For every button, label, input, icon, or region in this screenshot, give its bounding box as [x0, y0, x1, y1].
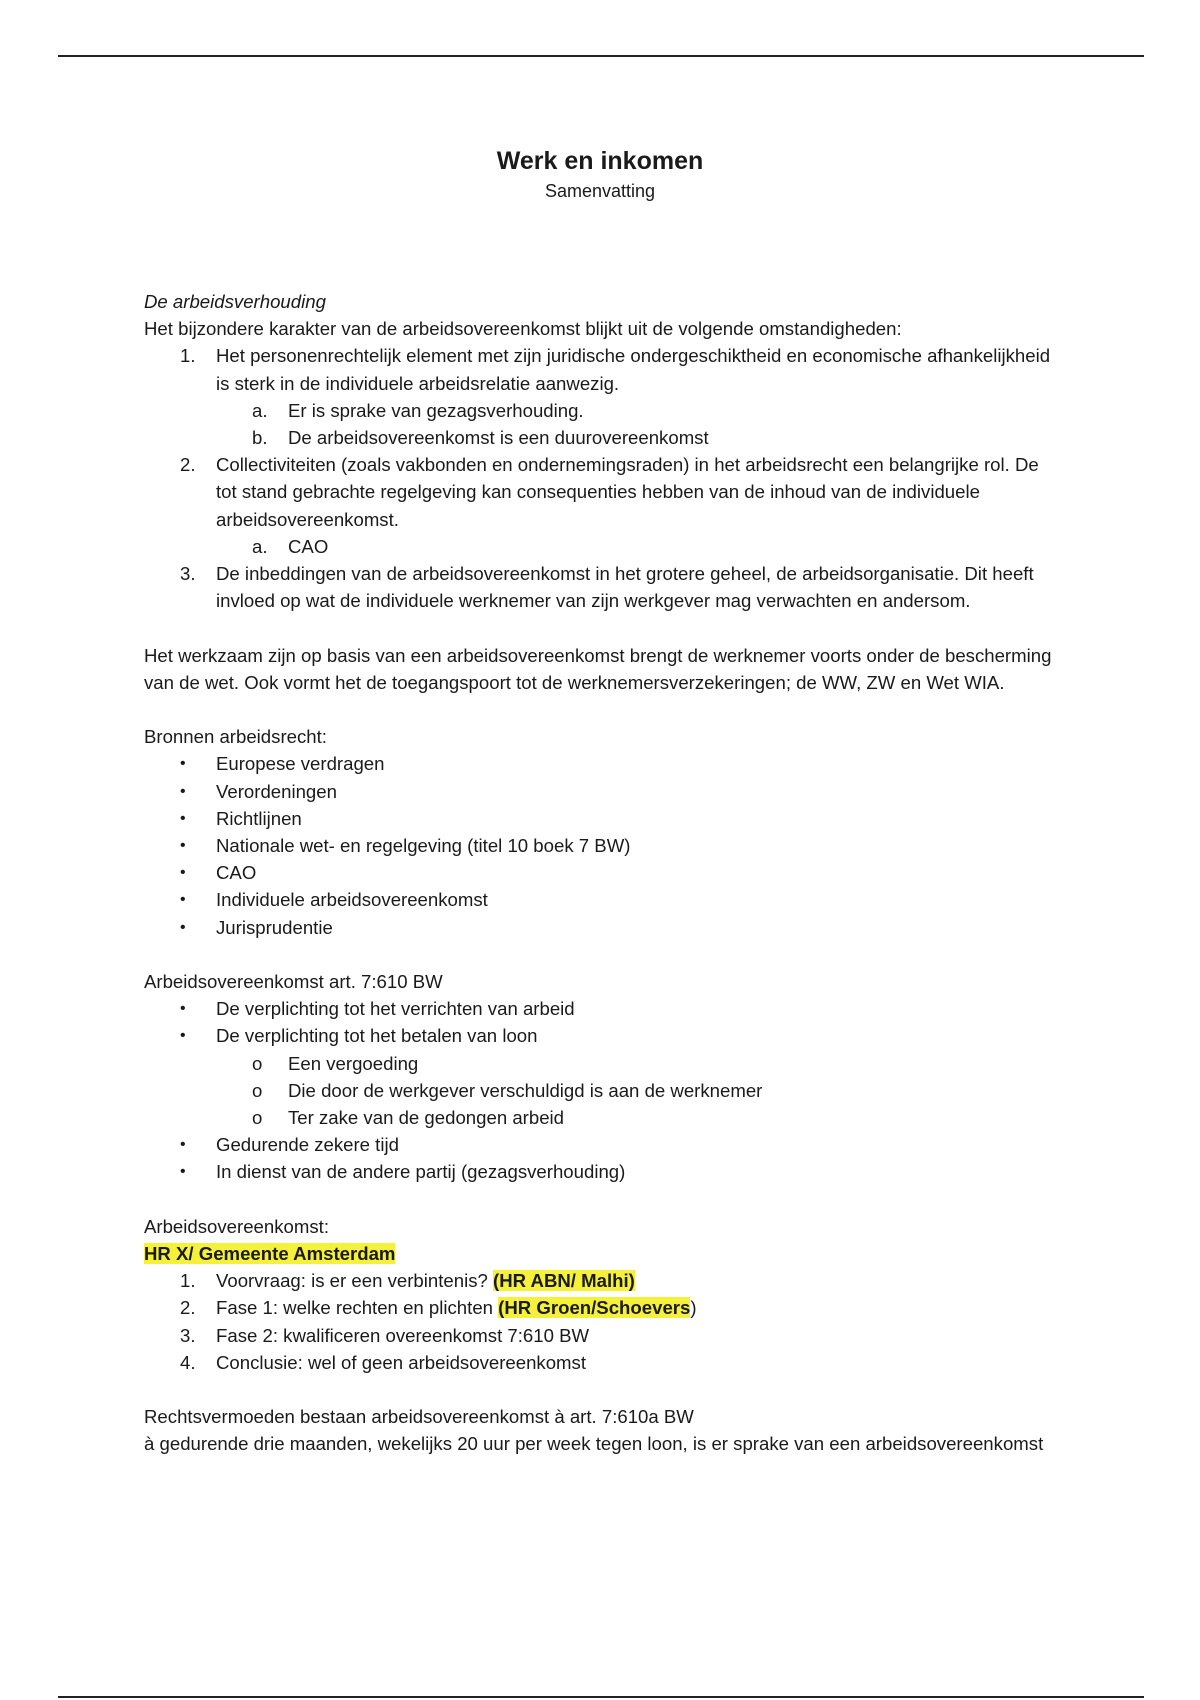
bullet-icon: •	[180, 755, 186, 773]
sub-list-item-text: CAO	[288, 535, 329, 557]
sub-list-letter: b.	[252, 427, 268, 449]
list-item	[144, 560, 1064, 614]
bullet-icon: •	[180, 1000, 186, 1018]
list-number: 1.	[180, 345, 196, 367]
sub-list-letter: a.	[252, 535, 268, 557]
list-item	[144, 1349, 1064, 1376]
circle-bullet-icon: o	[252, 1079, 263, 1101]
bullet-item-text: CAO	[216, 862, 257, 884]
sub-bullet-item-text: Die door de werkgever verschuldigd is aan de werknemer	[288, 1079, 763, 1101]
bullet-item-text: De verplichting tot het verrichten van arbeid	[216, 998, 575, 1020]
closing-paren: )	[690, 1297, 697, 1319]
list-number: 3.	[180, 1324, 196, 1346]
bullet-item-text: Jurisprudentie	[216, 916, 333, 938]
bullet-icon: •	[180, 1027, 186, 1045]
bullet-item-text: Gedurende zekere tijd	[216, 1134, 399, 1156]
list-item	[144, 1322, 1064, 1349]
bullet-icon: •	[180, 864, 186, 882]
bullet-item-text: Verordeningen	[216, 780, 337, 802]
bullet-icon: •	[180, 782, 186, 800]
ao-heading: Arbeidsovereenkomst:	[144, 1215, 329, 1237]
list-number: 2.	[180, 1297, 196, 1319]
bullet-item-text: Individuele arbeidsovereenkomst	[216, 889, 488, 911]
bullet-icon: •	[180, 809, 186, 827]
list-number: 4.	[180, 1351, 196, 1373]
sub-bullet-item	[144, 1050, 1064, 1077]
bullet-item	[144, 832, 1064, 859]
bullet-icon: •	[180, 891, 186, 909]
bullet-item-text: Nationale wet- en regelgeving (titel 10 boek 7 BW)	[216, 835, 631, 857]
list-item-text: Fase 1: welke rechten en plichten	[216, 1297, 499, 1319]
sub-list-item-text: Er is sprake van gezagsverhouding.	[288, 399, 584, 421]
bullet-item-text: In dienst van de andere partij (gezagsverhouding)	[216, 1161, 626, 1183]
sub-list-letter: a.	[252, 399, 268, 421]
circle-bullet-icon: o	[252, 1052, 263, 1074]
top-rule	[58, 55, 1144, 57]
bullet-item-text: De verplichting tot het betalen van loon	[216, 1025, 538, 1047]
paragraph-werkzaam: Het werkzaam zijn op basis van een arbeidsovereenkomst brengt de werknemer voorts onder de bescherming van de wet. Ook vormt het de toegangspoort tot de werknemersverzekeringen; de WW, ZW en Wet WIA.	[144, 644, 1052, 693]
sub-bullet-item-text: Ter zake van de gedongen arbeid	[288, 1107, 565, 1129]
bullet-item	[144, 859, 1064, 886]
art610-heading: Arbeidsovereenkomst art. 7:610 BW	[144, 971, 443, 993]
case-highlight: (HR Groen/Schoevers	[498, 1297, 691, 1319]
bullet-item	[144, 914, 1064, 941]
bullet-item	[144, 886, 1064, 913]
list-item-text: Het personenrechtelijk element met zijn juridische ondergeschiktheid en economische afhankelijkheid is sterk in de individuele arbeidsrelatie aanwezig.	[216, 345, 1051, 394]
list-number: 2.	[180, 454, 196, 476]
bullet-item	[144, 995, 1064, 1022]
document-subtitle: Samenvatting	[544, 181, 656, 201]
sub-bullet-item	[144, 1077, 1064, 1104]
bullet-item	[144, 805, 1064, 832]
circle-bullet-icon: o	[252, 1107, 263, 1129]
list-item-text: Fase 2: kwalificeren overeenkomst 7:610 BW	[216, 1324, 590, 1346]
list-item-text: Conclusie: wel of geen arbeidsovereenkomst	[216, 1351, 587, 1373]
rechtsvermoeden-detail: à gedurende drie maanden, wekelijks 20 uur per week tegen loon, is er sprake van een arbeidsovereenkomst	[144, 1433, 1044, 1455]
document-header	[0, 146, 1200, 204]
bullet-item	[144, 1022, 1064, 1049]
bottom-rule	[58, 1696, 1144, 1698]
bullet-icon: •	[180, 1136, 186, 1154]
list-item-text: De inbeddingen van de arbeidsovereenkomst in het grotere geheel, de arbeidsorganisatie. Dit heeft invloed op wat de individuele werknemer van zijn werkgever mag verwachten en andersom.	[216, 563, 1034, 612]
sub-bullet-item-text: Een vergoeding	[288, 1052, 419, 1074]
sub-bullet-item	[144, 1104, 1064, 1131]
document-body	[144, 288, 1064, 1458]
bronnen-heading: Bronnen arbeidsrecht:	[144, 726, 327, 748]
case-highlight: (HR ABN/ Malhi)	[493, 1270, 635, 1292]
sub-list-item-text: De arbeidsovereenkomst is een duurovereenkomst	[288, 427, 709, 449]
document-title: Werk en inkomen	[496, 147, 704, 175]
bullet-item	[144, 1131, 1064, 1158]
list-number: 3.	[180, 563, 196, 585]
section-intro: Het bijzondere karakter van de arbeidsovereenkomst blijkt uit de volgende omstandigheden:	[144, 318, 902, 340]
list-item-text: Voorvraag: is er een verbintenis?	[216, 1270, 493, 1292]
list-number: 1.	[180, 1270, 196, 1292]
bullet-icon: •	[180, 918, 186, 936]
list-item	[144, 342, 1064, 396]
bullet-icon: •	[180, 837, 186, 855]
bullet-item-text: Richtlijnen	[216, 807, 302, 829]
rechtsvermoeden-line: Rechtsvermoeden bestaan arbeidsovereenkomst à art. 7:610a BW	[144, 1406, 694, 1428]
sub-list-item	[144, 397, 1064, 424]
list-item-text: Collectiviteiten (zoals vakbonden en ondernemingsraden) in het arbeidsrecht een belangrijke rol. De tot stand gebrachte regelgeving kan consequenties hebben van de inhoud van de individuele arbeidsovereenkomst.	[216, 454, 1039, 530]
list-item	[144, 1267, 1064, 1294]
bullet-icon: •	[180, 1163, 186, 1181]
section-heading: De arbeidsverhouding	[144, 291, 326, 312]
case-highlight: HR X/ Gemeente Amsterdam	[144, 1243, 396, 1265]
sub-list-item	[144, 533, 1064, 560]
bullet-item	[144, 750, 1064, 777]
bullet-item	[144, 778, 1064, 805]
list-item	[144, 1294, 1064, 1321]
list-item	[144, 451, 1064, 533]
bullet-item	[144, 1158, 1064, 1185]
bullet-item-text: Europese verdragen	[216, 753, 385, 775]
sub-list-item	[144, 424, 1064, 451]
